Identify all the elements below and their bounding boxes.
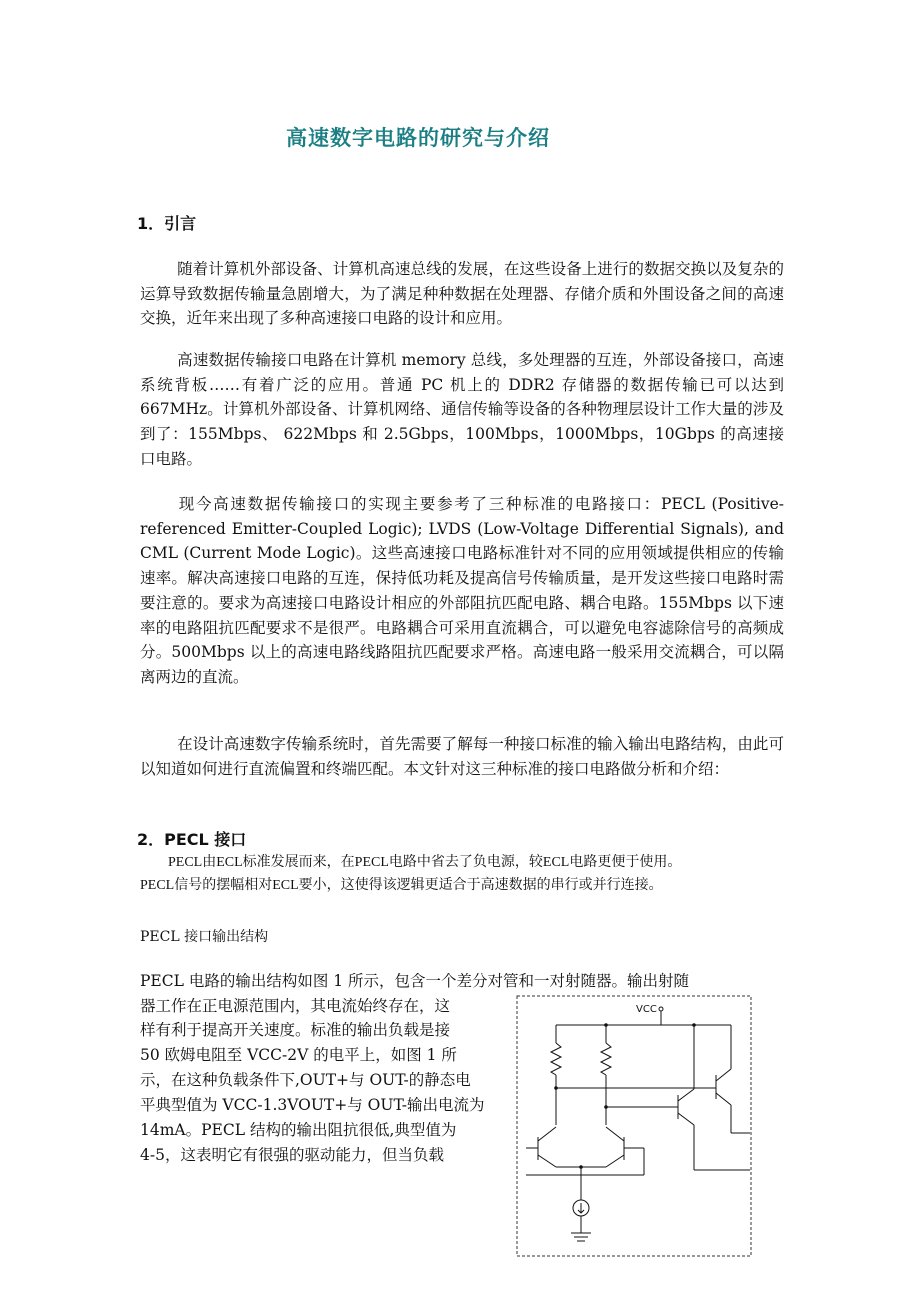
paragraph-2 <box>140 348 784 472</box>
junction-dots <box>554 1023 696 1169</box>
pecl-output-line-2: 器工作在正电源范围内，其电流始终存在，这 <box>140 997 451 1015</box>
figure-frame <box>517 996 751 1256</box>
vcc-label: VCC <box>636 1004 657 1015</box>
paragraph-3-text: 现今高速数据传输接口的实现主要参考了三种标准的电路接口：PECL (Positive-referenced Emitter-Coupled Logic); LVDS (Low-Voltage Differential Signals), and CML (Current Mode Logic)。这些高速接口电路标准针对不同的应用领域提供相应的传输速率。解决高速接口电路的互连，保持低功耗及提高信号传输质量，是开发这些接口电路时需要注意的。要求为高速接口电路设计相应的外部阻抗匹配电路、耦合电路。155Mbps 以下速率的电路阻抗匹配要求不是很严。电路耦合可采用直流耦合，可以避免电容滤除信号的高频成分。500Mbps 以上的高速电路线路阻抗匹配要求严格。高速电路一般采用交流耦合，可以隔离两边的直流。 <box>140 495 784 686</box>
pecl-intro-line-2: PECL信号的摆幅相对ECL要小，这使得该逻辑更适合于高速数据的串行或并行连接。 <box>140 878 663 893</box>
pecl-output-circuit-diagram <box>516 995 752 1257</box>
section-1-heading: 1．引言 <box>137 214 197 233</box>
circuit-wires <box>526 1011 750 1241</box>
pecl-output-line-7: 14mA。PECL 结构的输出阻抗很低,典型值为 <box>140 1121 457 1139</box>
vcc-node <box>659 1007 663 1011</box>
pecl-output-line-4: 50 欧姆电阻至 VCC-2V 的电平上，如图 1 所 <box>140 1046 457 1064</box>
section-2-heading: 2．PECL 接口 <box>137 830 247 849</box>
paragraph-2-text: 高速数据传输接口电路在计算机 memory 总线，多处理器的互连，外部设备接口，高速系统背板……有着广泛的应用。普通 PC 机上的 DDR2 存储器的数据传输已可以达到 667MHz。计算机外部设备、计算机网络、通信传输等设备的各种物理层设计工作大量的涉及到了：155Mbps、 622Mbps 和 2.5Gbps，100Mbps，1000Mbps，10Gbps 的高速接口电路。 <box>140 351 784 468</box>
paragraph-4 <box>140 732 784 781</box>
pecl-intro-line-1: PECL由ECL标准发展而来，在PECL电路中省去了负电源，较ECL电路更便于使用。 <box>168 855 682 870</box>
paragraph-1 <box>140 257 784 331</box>
pecl-output-line-5: 示，在这种负载条件下,OUT+与 OUT-的静态电 <box>140 1071 471 1089</box>
paragraph-3 <box>140 492 784 690</box>
pecl-output-line-3: 样有利于提高开关速度。标准的输出负载是接 <box>140 1021 451 1039</box>
pecl-output-line-6: 平典型值为 VCC-1.3VOUT+与 OUT-输出电流为 <box>140 1096 485 1114</box>
subsection-heading: PECL 接口输出结构 <box>140 929 269 945</box>
document-title: 高速数字电路的研究与介绍 <box>286 126 550 150</box>
pecl-output-line-1: PECL 电路的输出结构如图 1 所示，包含一个差分对管和一对射随器。输出射随 <box>140 972 690 990</box>
paragraph-4-text: 在设计高速数字传输系统时，首先需要了解每一种接口标准的输入输出电路结构，由此可以知道如何进行直流偏置和终端匹配。本文针对这三种标准的接口电路做分析和介绍： <box>140 735 784 778</box>
pecl-output-line-8: 4-5，这表明它有很强的驱动能力，但当负载 <box>140 1146 444 1164</box>
paragraph-1-text: 随着计算机外部设备、计算机高速总线的发展，在这些设备上进行的数据交换以及复杂的运算导致数据传输量急剧增大，为了满足种种数据在处理器、存储介质和外围设备之间的高速交换，近年来出现了多种高速接口电路的设计和应用。 <box>140 260 784 328</box>
